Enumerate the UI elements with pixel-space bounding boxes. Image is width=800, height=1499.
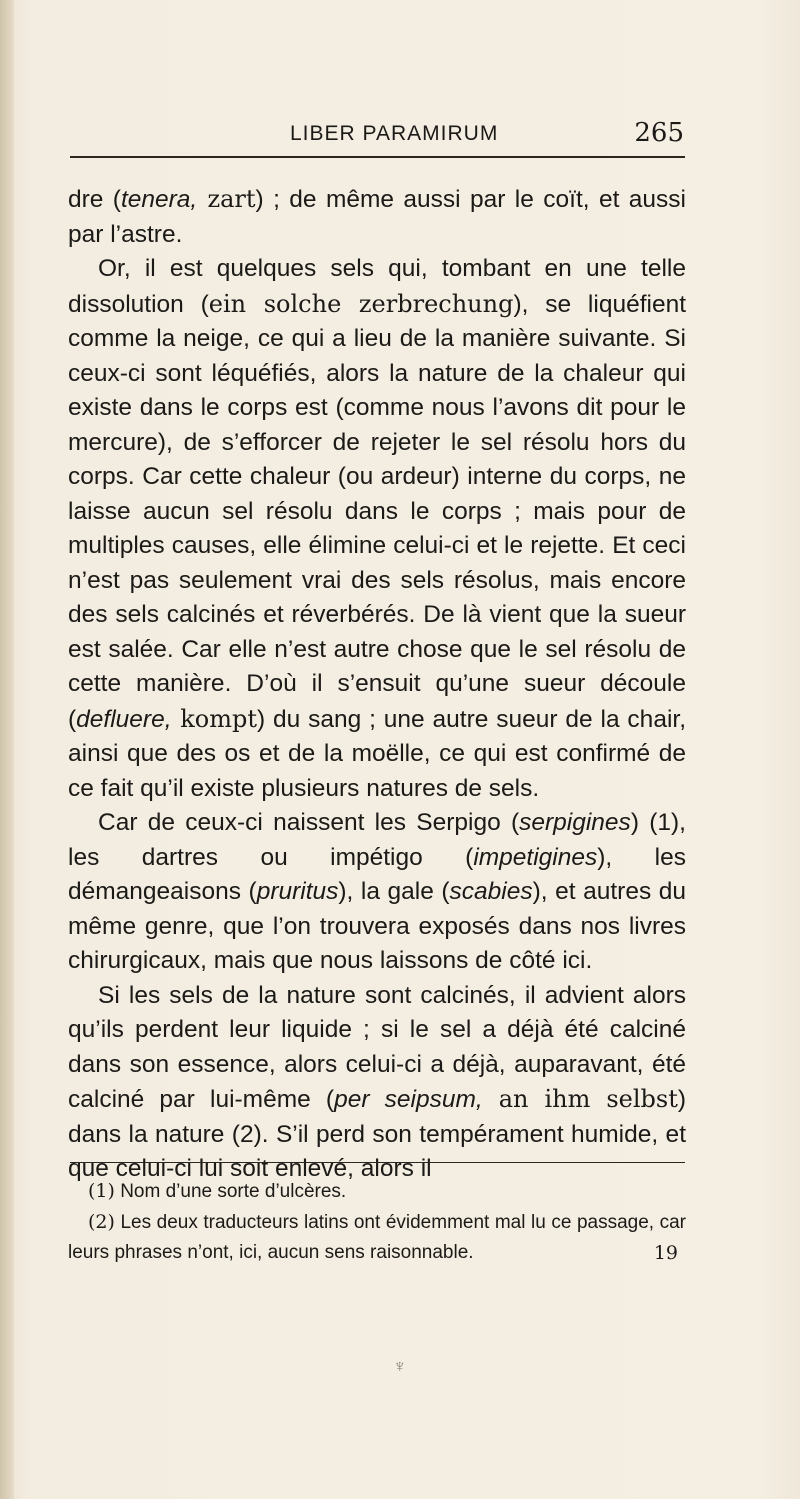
ornament-icon: ♆ (393, 1356, 407, 1376)
text-run: ), et autres du même genre, que l’on trouvera exposés dans nos livres chirurgicaux, mais que nous laissons de côté ici. (68, 878, 686, 974)
text-run: Si les sels de la nature sont calcinés, il advient alors qu’ils perdent leur liquide ; si le sel a déjà été calciné dans son essence, alors celui-ci a déjà, auparavant, été calciné par lui-même ( (68, 981, 686, 1113)
page-spine-shadow (0, 0, 14, 1499)
footnote-rule (70, 1162, 685, 1163)
footnote-2 (68, 1207, 686, 1268)
latin-term: impetigines (473, 843, 598, 871)
footnote-text: Nom d’une sorte d’ulcères. (114, 1181, 347, 1202)
german-term: zart (197, 185, 256, 213)
text-run: ), se liquéfient comme la neige, ce qui a lieu de la manière suivante. Si ceux-ci sont léquéfiés, alors la nature de la chaleur qui existe dans le corps est (comme nous l’avons dit pour le mercure), de s’efforcer de rejeter le sel résolu hors du corps. Car cette chaleur (ou ardeur) interne du corps, ne laisse aucun sel résolu dans le corps ; mais pour de multiples causes, elle élimine celui-ci et le rejette. Et ceci n’est pas seulement vrai des sels résolus, mais encore des sels calcinés et réverbérés. De là vient que la sueur est salée. Car elle n’est autre chose que le sel résolu de cette manière. D’où il s’ensuit qu’une sueur découle ( (68, 290, 687, 733)
footnote-mark: (1) (88, 1180, 115, 1202)
german-term: an ihm selbst (482, 1085, 678, 1113)
latin-term: serpigines (519, 809, 631, 836)
footnote-mark: (2) (88, 1211, 115, 1233)
paragraph-1 (68, 182, 686, 252)
german-term: ein solche zerbrechung (208, 289, 514, 318)
text-run: ) ; de même aussi par le coït, et aussi par l’astre. (68, 186, 686, 248)
text-run: ), les démangeaisons ( (68, 843, 686, 905)
latin-term: per seipsum, (334, 1086, 483, 1113)
paragraph-4 (68, 979, 686, 1187)
text-run: dre ( (68, 186, 121, 213)
latin-term: scabies (449, 878, 533, 905)
signature-mark: 19 (653, 1242, 678, 1264)
running-head (68, 118, 684, 158)
latin-term: pruritus (256, 878, 339, 905)
page-number: 265 (634, 118, 684, 148)
paragraph-3 (68, 806, 686, 979)
german-term: kompt (171, 704, 257, 733)
text-run: ) (1), les dartres ou impétigo ( (68, 809, 686, 871)
footnotes (68, 1176, 686, 1268)
footnote-text: Les deux traducteurs latins ont évidemment mal lu ce passage, car leurs phrases n’ont, ici, aucun sens raisonnable. (68, 1212, 686, 1263)
text-run: Or, il est quelques sels qui, tombant en une telle dissolution ( (68, 255, 686, 318)
text-run: ) dans la nature (2). S’il perd son tempérament humide, et que celui-ci lui soit enlevé, alors il (68, 1086, 687, 1182)
text-run: ) du sang ; une autre sueur de la chair, ainsi que des os et de la moëlle, ce qui est confirmé de ce fait qu’il existe plusieurs natures de sels. (68, 705, 686, 802)
text-run: Car de ceux-ci naissent les Serpigo ( (98, 809, 520, 836)
text-run: ), la gale ( (338, 878, 450, 905)
latin-term: defluere, (76, 705, 172, 733)
paragraph-2 (68, 252, 686, 806)
latin-term: tenera, (120, 186, 198, 213)
main-text (68, 182, 686, 1187)
header-rule (70, 156, 685, 158)
footnote-1 (68, 1176, 686, 1207)
running-head-title: LIBER PARAMIRUM (290, 122, 499, 145)
